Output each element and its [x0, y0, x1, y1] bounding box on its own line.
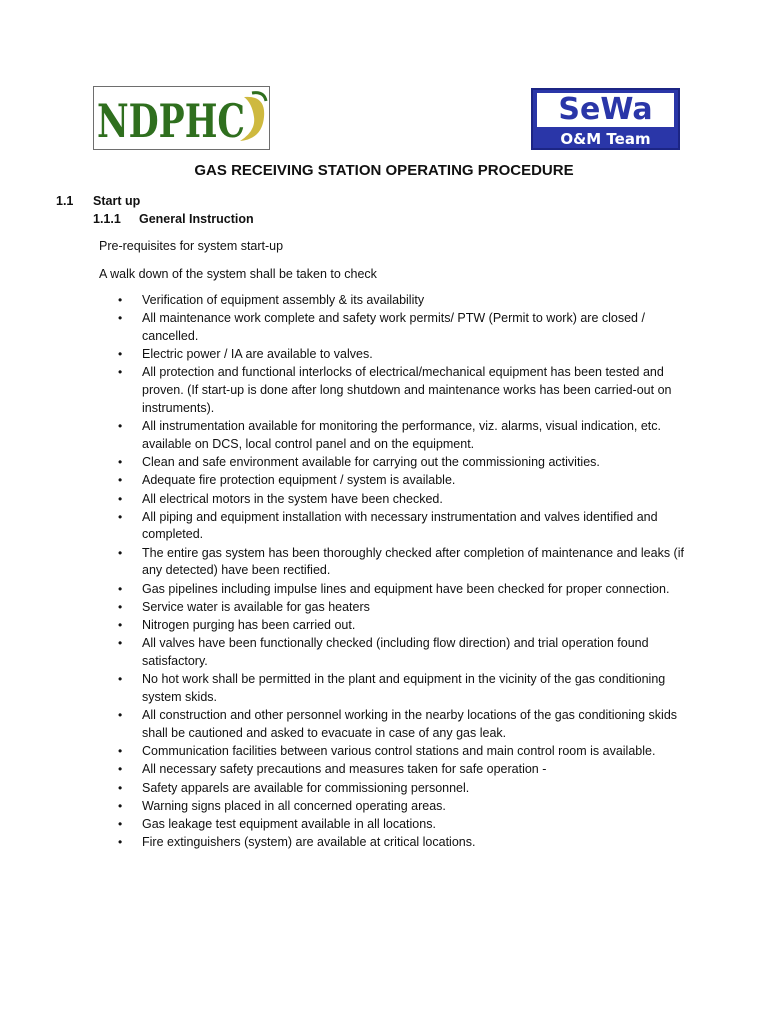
bullet-icon: •: [118, 636, 123, 651]
list-item-text: All necessary safety precautions and measures taken for safe operation -: [142, 762, 547, 777]
bullet-icon: •: [118, 347, 123, 362]
list-item: [0, 798, 690, 816]
bullet-icon: •: [118, 293, 123, 307]
bullet-icon: •: [118, 780, 123, 795]
sewa-logo-sub: O&M Team: [560, 130, 651, 148]
bullet-icon: •: [118, 599, 123, 614]
paragraph-walkdown: A walk down of the system shall be taken to check: [99, 267, 377, 281]
list-item: [0, 834, 690, 852]
list-item: [0, 545, 690, 581]
list-item: [0, 491, 690, 509]
list-item-text: All instrumentation available for monitoring the performance, viz. alarms, visual indication, etc. available on DCS, local control panel and on the equipment.: [142, 419, 661, 451]
paragraph-prerequisites: Pre-requisites for system start-up: [99, 239, 284, 253]
sewa-logo-main: SeWa: [537, 93, 674, 127]
list-item: [0, 599, 690, 617]
list-item: [0, 635, 690, 671]
bullet-icon: •: [118, 798, 123, 813]
list-item-text: The entire gas system has been thoroughly checked after completion of maintenance and leaks (if any detected) have been rectified.: [142, 545, 684, 578]
list-item: [0, 761, 690, 779]
list-item: [0, 581, 690, 599]
ndphc-logo-text: NDPHC: [97, 94, 245, 148]
list-item: [0, 743, 690, 761]
bullet-icon: •: [118, 545, 123, 560]
bullet-icon: •: [118, 708, 123, 723]
subsection-label: General Instruction: [139, 212, 254, 226]
bullet-icon: •: [118, 744, 123, 759]
list-item-text: Verification of equipment assembly & its availability: [142, 293, 425, 307]
list-item-text: Gas leakage test equipment available in all locations.: [142, 816, 436, 831]
list-item-text: Fire extinguishers (system) are available at critical locations.: [142, 835, 476, 850]
list-item-text: Warning signs placed in all concerned operating areas.: [142, 798, 446, 813]
list-item-text: Nitrogen purging has been carried out.: [142, 618, 356, 633]
list-item: [0, 292, 690, 310]
ndphc-logo: [93, 86, 270, 150]
list-item: [0, 780, 690, 798]
list-item-text: Gas pipelines including impulse lines and equipment have been checked for proper connection.: [142, 581, 670, 596]
list-item-text: All valves have been functionally checked (including flow direction) and trial operation found satisfactory.: [142, 636, 649, 669]
bullet-icon: •: [118, 672, 123, 687]
section-label: Start up: [93, 194, 141, 208]
list-item-text: All protection and functional interlocks of electrical/mechanical equipment has been tested and proven. (If start-up is done after long shutdown and maintenance works has been carried-out on instruments).: [142, 365, 672, 415]
sewa-logo: [531, 88, 680, 150]
list-item: [0, 671, 690, 707]
list-item-text: All maintenance work complete and safety work permits/ PTW (Permit to work) are closed / cancelled.: [142, 311, 645, 343]
bullet-icon: •: [118, 835, 123, 850]
bullet-icon: •: [118, 473, 123, 488]
checklist: [0, 292, 768, 852]
bullet-icon: •: [118, 816, 123, 831]
list-item: [0, 707, 690, 743]
list-item-text: Clean and safe environment available for carrying out the commissioning activities.: [142, 455, 600, 470]
list-item-text: All piping and equipment installation with necessary instrumentation and valves identified and completed.: [142, 509, 658, 542]
list-item: [0, 472, 690, 490]
subsection-number: 1.1.1: [93, 212, 121, 226]
list-item-text: Adequate fire protection equipment / system is available.: [142, 473, 456, 488]
list-item-text: Electric power / IA are available to valves.: [142, 347, 373, 362]
list-item: [0, 310, 690, 346]
bullet-icon: •: [118, 491, 123, 506]
bullet-icon: •: [118, 365, 123, 380]
subsection-heading: [93, 210, 254, 228]
list-item: [0, 509, 690, 545]
list-item-text: All electrical motors in the system have been checked.: [142, 491, 443, 506]
bullet-icon: •: [118, 455, 123, 470]
list-item: [0, 454, 690, 472]
list-item-text: Communication facilities between various control stations and main control room is available.: [142, 744, 656, 759]
section-heading: [56, 192, 140, 210]
list-item-text: Service water is available for gas heaters: [142, 599, 370, 614]
list-item: [0, 816, 690, 834]
list-item: [0, 617, 690, 635]
list-item: [0, 364, 690, 417]
bullet-icon: •: [118, 581, 123, 596]
bullet-icon: •: [118, 311, 123, 326]
bullet-icon: •: [118, 419, 123, 434]
bullet-icon: •: [118, 509, 123, 524]
list-item-text: Safety apparels are available for commissioning personnel.: [142, 780, 470, 795]
list-item-text: All construction and other personnel working in the nearby locations of the gas conditioning skids shall be cautioned and asked to evacuate in case of any gas leak.: [142, 708, 678, 740]
section-number: 1.1: [56, 194, 74, 208]
list-item: [0, 418, 690, 454]
bullet-icon: •: [118, 762, 123, 777]
bullet-icon: •: [118, 618, 123, 633]
document-title: GAS RECEIVING STATION OPERATING PROCEDURE: [194, 162, 574, 179]
list-item: [0, 346, 690, 364]
list-item-text: No hot work shall be permitted in the plant and equipment in the vicinity of the gas conditioning system skids.: [142, 672, 666, 704]
